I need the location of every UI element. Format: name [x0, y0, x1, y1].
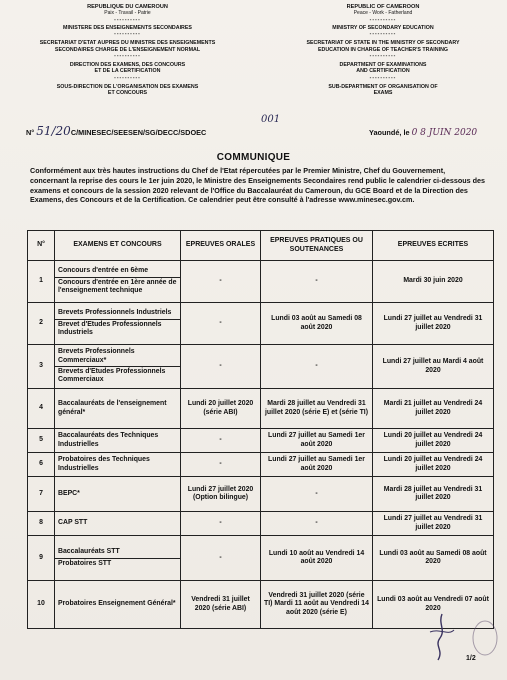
divider: ----------	[114, 31, 141, 38]
exam-name: Baccalauréats de l'enseignement général*	[58, 400, 167, 416]
department-en-line2: AND CERTIFICATION	[356, 68, 410, 75]
practical-date: Vendredi 31 juillet 2020 (série TI) Mardi 11 août au Vendredi 14 août 2020 (série E)	[261, 581, 373, 629]
exam-name: Concours d'entrée en 6ème	[58, 267, 149, 275]
stamp-icon	[470, 618, 500, 658]
exam-cell	[55, 429, 181, 453]
exam-cell	[55, 581, 181, 629]
ministry-en: MINISTRY OF SECONDARY EDUCATION	[332, 24, 434, 31]
row-number: 1	[28, 261, 55, 303]
reference-handwritten-number: 51/20	[36, 124, 71, 138]
exam-cell	[55, 453, 181, 477]
document-title: COMMUNIQUE	[216, 152, 291, 163]
written-date: Lundi 03 août au Samedi 08 août 2020	[373, 536, 494, 581]
row-number: 5	[28, 429, 55, 453]
table-header-row	[28, 231, 494, 261]
oral-date: Lundi 27 juillet 2020 (Option bilingue)	[181, 477, 261, 512]
row-number: 9	[28, 536, 55, 581]
header-num: N°	[28, 231, 55, 261]
ministry-fr: MINISTERE DES ENSEIGNEMENTS SECONDAIRES	[63, 24, 192, 31]
table-row	[28, 345, 494, 389]
exam-cell	[55, 345, 181, 389]
divider: ----------	[369, 74, 397, 81]
practical-date: -	[261, 261, 373, 303]
written-date: Lundi 03 août au Vendredi 07 août 2020	[373, 581, 494, 629]
table-row	[28, 512, 494, 536]
oral-date: -	[181, 429, 261, 453]
exam-cell	[55, 261, 181, 303]
written-date: Lundi 20 juillet au Vendredi 24 juillet 2020	[373, 429, 494, 453]
row-number: 4	[28, 389, 55, 429]
oral-date: -	[181, 303, 261, 345]
exam-name: Probatoires STT	[55, 558, 180, 569]
exam-cell	[55, 536, 181, 581]
oral-date: -	[181, 536, 261, 581]
header-right	[278, 4, 488, 97]
exam-name: Brevets d'Etudes Professionnels Commerciaux	[55, 366, 180, 386]
written-date: Lundi 20 juillet au Vendredi 24 juillet 2020	[373, 453, 494, 477]
row-number: 2	[28, 303, 55, 345]
practical-date: -	[261, 477, 373, 512]
practical-date: Lundi 03 août au Samedi 08 août 2020	[261, 303, 373, 345]
subdepartment-en-line1: SUB-DEPARTMENT OF ORGANISATION OF	[328, 83, 438, 90]
intro-paragraph: Conformément aux très hautes instructions du Chef de l'Etat répercutées par le Premier Ministre, Chef du Gouvernement, concernant la reprise des cours le 1er juin 2020, le Ministre des Enseignements Secondaires rend public le calendrier ci-dessous des examens et concours de la session 2020 relevant de l'Office du Baccalauréat du Cameroun, du GCE Board et de la Direction des Examens, des Concours et de la Certification. Ce calendrier peut être consulté à l'adresse www.minesec.gov.cm.	[30, 166, 485, 205]
practical-date: -	[261, 345, 373, 389]
exam-name: Probatoires des Techniques Industrielles	[58, 456, 150, 472]
practical-date: -	[261, 512, 373, 536]
country-en: REPUBLIC OF CAMEROON	[346, 4, 420, 10]
exam-cell	[55, 477, 181, 512]
written-date: Mardi 21 juillet au Vendredi 24 juillet 2020	[373, 389, 494, 429]
table-row	[28, 261, 494, 303]
subdepartment-en-line2: EXAMS	[373, 90, 393, 97]
row-number: 6	[28, 453, 55, 477]
oral-date: Vendredi 31 juillet 2020 (série ABI)	[181, 581, 261, 629]
handwritten-date: 0 8 JUIN 2020	[411, 128, 478, 138]
row-number: 10	[28, 581, 55, 629]
header-exams: EXAMENS ET CONCOURS	[55, 231, 181, 261]
secretariat-en-line2: EDUCATION IN CHARGE OF TEACHER'S TRAINING	[317, 46, 449, 53]
oral-date: -	[181, 261, 261, 303]
department-en-line1: DEPARTMENT OF EXAMINATIONS	[339, 62, 427, 69]
written-date: Lundi 27 juillet au Vendredi 31 juillet 2020	[373, 303, 494, 345]
secretariat-fr-line1: SECRETARIAT D'ETAT AUPRES DU MINISTRE DES ENSEIGNEMENTS	[39, 40, 216, 47]
exam-name: BEPC*	[58, 489, 80, 497]
practical-date: Lundi 27 juillet au Samedi 1er août 2020	[261, 453, 373, 477]
exam-cell	[55, 512, 181, 536]
oral-date: Lundi 20 juillet 2020 (série ABI)	[181, 389, 261, 429]
motto-fr: Paix - Travail - Patrie	[104, 10, 151, 17]
header-oral: EPREUVES ORALES	[181, 231, 261, 261]
exam-cell	[55, 389, 181, 429]
exam-name: CAP STT	[58, 519, 88, 527]
practical-date: Lundi 27 juillet au Samedi 1er août 2020	[261, 429, 373, 453]
row-number: 8	[28, 512, 55, 536]
exam-name: Baccalauréats STT	[58, 548, 120, 556]
motto-en: Peace - Work - Fatherland	[353, 10, 413, 17]
divider: ----------	[369, 31, 397, 38]
table-row	[28, 453, 494, 477]
exam-name: Concours d'entrée en 1ère année de l'enseignement technique	[55, 277, 180, 297]
country-fr: REPUBLIQUE DU CAMEROUN	[87, 4, 168, 10]
subdirection-fr-line2: ET CONCOURS	[107, 90, 148, 97]
divider: ----------	[114, 16, 141, 23]
divider: ----------	[114, 74, 141, 81]
place-date	[369, 128, 477, 138]
table-row	[28, 429, 494, 453]
table-row	[28, 389, 494, 429]
practical-date: Mardi 28 juillet au Vendredi 31 juillet 2020 (série E) et (série TI)	[261, 389, 373, 429]
header-left	[20, 4, 235, 97]
direction-fr-line2: ET DE LA CERTIFICATION	[94, 68, 161, 75]
header-practical: EPREUVES PRATIQUES OU SOUTENANCES	[261, 231, 373, 261]
written-date: Lundi 27 juillet au Vendredi 31 juillet 2020	[373, 512, 494, 536]
secretariat-fr-line2: SECONDAIRES CHARGE DE L'ENSEIGNEMENT NORMAL	[54, 46, 201, 53]
exam-name: Baccalauréats des Techniques Industrielles	[58, 432, 159, 448]
table-row	[28, 536, 494, 581]
written-date: Mardi 28 juillet au Vendredi 31 juillet 2020	[373, 477, 494, 512]
divider: ----------	[114, 53, 141, 60]
exam-schedule-table	[27, 230, 494, 629]
written-date: Lundi 27 juillet au Mardi 4 août 2020	[373, 345, 494, 389]
exam-name: Brevets Professionnels Commerciaux*	[58, 348, 135, 364]
exam-name: Brevets Professionnels Industriels	[58, 309, 172, 317]
exam-name: Brevet d'Etudes Professionnels Industriels	[55, 319, 180, 339]
reference-suffix: C/MINESEC/SEESEN/SG/DECC/SDOEC	[70, 128, 207, 137]
oral-date: -	[181, 345, 261, 389]
reference-number	[26, 114, 281, 138]
divider: ----------	[369, 53, 397, 60]
direction-fr-line1: DIRECTION DES EXAMENS, DES CONCOURS	[69, 62, 186, 69]
row-number: 3	[28, 345, 55, 389]
exam-cell	[55, 303, 181, 345]
practical-date: Lundi 10 août au Vendredi 14 août 2020	[261, 536, 373, 581]
header-written: EPREUVES ECRITES	[373, 231, 494, 261]
oral-date: -	[181, 453, 261, 477]
table-body	[28, 261, 494, 629]
written-date: Mardi 30 juin 2020	[373, 261, 494, 303]
table-row	[28, 477, 494, 512]
signature-mark	[420, 612, 460, 662]
page-number: 1/2	[466, 655, 476, 662]
place-label: Yaoundé, le	[369, 128, 410, 137]
divider: ----------	[369, 16, 397, 23]
reference-handwritten-annotation: 001	[261, 114, 281, 125]
oral-date: -	[181, 512, 261, 536]
subdirection-fr-line1: SOUS-DIRECTION DE L'ORGANISATION DES EXAMENS	[56, 83, 199, 90]
exam-name: Probatoires Enseignement Général*	[58, 600, 176, 608]
reference-prefix: N°	[26, 128, 35, 137]
secretariat-en-line1: SECRETARIAT OF STATE IN THE MINISTRY OF SECONDARY	[306, 40, 460, 47]
row-number: 7	[28, 477, 55, 512]
table-row	[28, 303, 494, 345]
